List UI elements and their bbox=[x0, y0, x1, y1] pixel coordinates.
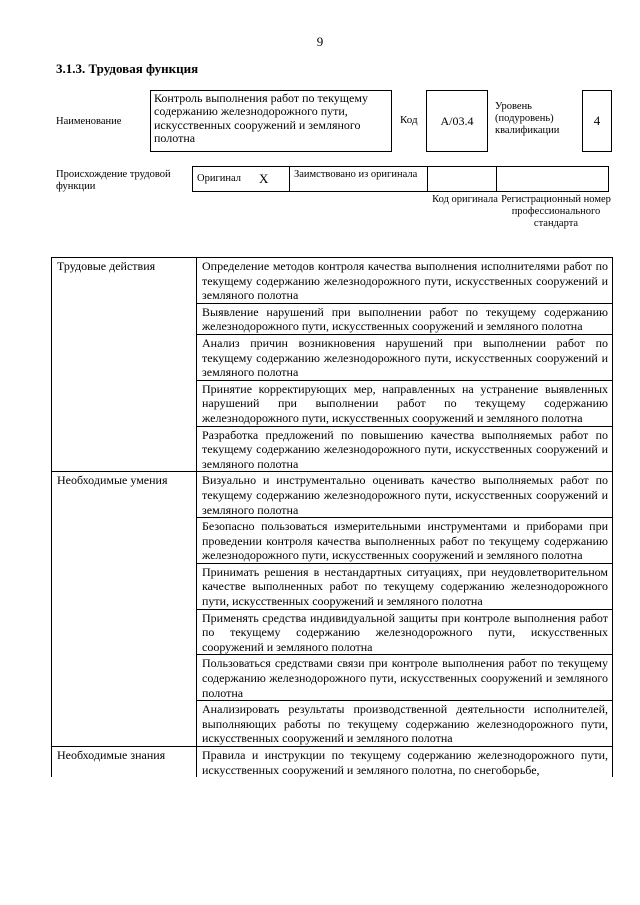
table-cell-text: Принятие корректирующих мер, направленных на устранение выявленных нарушений при выполнении работ по текущему содержанию железнодорожного пути, искусственных сооружений и земляного полотна bbox=[197, 380, 613, 426]
original-label: Оригинал bbox=[197, 173, 241, 185]
origin-label: Происхождение трудовой функции bbox=[56, 169, 171, 193]
table-row bbox=[52, 747, 613, 778]
section-title: 3.1.3. Трудовая функция bbox=[56, 61, 199, 76]
table-cell-text: Правила и инструкции по текущему содержанию железнодорожного пути, искусственных сооружений и земляного полотна, по снегоборьбе, bbox=[197, 747, 613, 778]
name-value: Контроль выполнения работ по текущему содержанию железнодорожного пути, искусственных сооружений и земляного полотна bbox=[150, 90, 392, 152]
borrowed-label: Заимствовано из оригинала bbox=[289, 166, 428, 192]
table-cell-text: Выявление нарушений при выполнении работ по текущему содержанию железнодорожного пути, искусственных сооружений и земляного полотна bbox=[197, 303, 613, 334]
reg-caption: Регистрационный номер профессионального стандарта bbox=[501, 194, 611, 230]
code-value: A/03.4 bbox=[426, 90, 488, 152]
table-row bbox=[52, 258, 613, 304]
origin-reg-cell bbox=[496, 166, 609, 192]
table-cell-text: Разработка предложений по повышению качества выполняемых работ по текущему содержанию железнодорожного пути, искусственных сооружений и земляного полотна bbox=[197, 426, 613, 472]
name-label: Наименование bbox=[56, 116, 122, 127]
category-label: Трудовые действия bbox=[52, 258, 197, 472]
category-label: Необходимые знания bbox=[52, 747, 197, 778]
table-cell-text: Безопасно пользоваться измерительными инструментами и приборами при проведении контроля качества выполненных работ по текущему содержанию железнодорожного пути, искусственных сооружений и земляного полотна bbox=[197, 518, 613, 564]
level-value: 4 bbox=[582, 90, 612, 152]
function-table bbox=[51, 257, 613, 777]
code-caption: Код оригинала bbox=[432, 194, 498, 205]
table-cell-text: Принимать решения в нестандартных ситуациях, при неудовлетворительном качестве выполненных работ по текущему содержанию железнодорожного пути, искусственных сооружений и земляного полотна bbox=[197, 563, 613, 609]
table-cell-text: Анализировать результаты производственной деятельности исполнителей, выполняющих работы по текущему содержанию железнодорожного пути, искусственных сооружений и земляного полотна bbox=[197, 701, 613, 747]
page-number: 9 bbox=[316, 34, 324, 49]
code-label: Код bbox=[400, 114, 418, 126]
level-label: Уровень (подуровень) квалификации bbox=[495, 101, 560, 137]
origin-code-cell bbox=[427, 166, 497, 192]
table-cell-text: Визуально и инструментально оценивать качество выполняемых работ по текущему содержанию железнодорожного пути, искусственных сооружений и земляного полотна bbox=[197, 472, 613, 518]
origin-original-cell bbox=[192, 166, 290, 192]
category-label: Необходимые умения bbox=[52, 472, 197, 747]
origin-row bbox=[193, 166, 612, 192]
table-cell-text: Анализ причин возникновения нарушений при выполнении работ по текущему содержанию железнодорожного пути, искусственных сооружений и земляного полотна bbox=[197, 334, 613, 380]
table-cell-text: Применять средства индивидуальной защиты при контроле выполнения работ по текущему содержанию железнодорожного пути, искусственных сооружений и земляного полотна bbox=[197, 609, 613, 655]
original-mark: X bbox=[259, 170, 269, 186]
table-row bbox=[52, 472, 613, 518]
table-cell-text: Пользоваться средствами связи при контроле выполнения работ по текущему содержанию железнодорожного пути, искусственных сооружений и земляного полотна bbox=[197, 655, 613, 701]
table-cell-text: Определение методов контроля качества выполнения исполнителями работ по текущему содержанию железнодорожного пути, искусственных сооружений и земляного полотна bbox=[197, 258, 613, 304]
